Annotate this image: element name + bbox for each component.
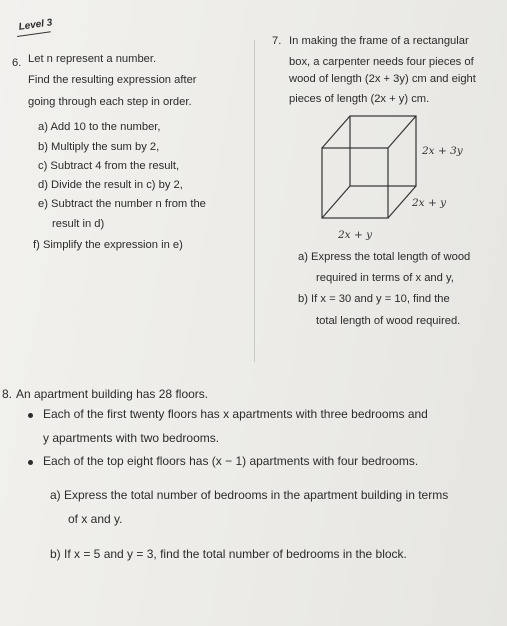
q7-line-2: box, a carpenter needs four pieces of — [289, 56, 474, 68]
q6-step-e: e) Subtract the number n from the — [38, 198, 206, 210]
q8-bullet-1: Each of the first twenty floors has x apartments with three bedrooms and — [43, 407, 428, 421]
q8-part-a: a) Express the total number of bedrooms in the apartment building in terms — [50, 488, 449, 502]
q6-line-2: Find the resulting expression after — [28, 74, 197, 86]
q7-line-3: wood of length (2x + 3y) cm and eight — [289, 73, 476, 85]
bullet-dot — [28, 460, 33, 465]
q6-step-d: d) Divide the result in c) by 2, — [38, 179, 183, 191]
label-width: 2x + y — [338, 229, 373, 241]
q7-number: 7. — [272, 35, 282, 47]
q6-step-e-cont: result in d) — [52, 218, 105, 230]
box-edge — [322, 116, 350, 148]
bullet-dot — [28, 413, 33, 418]
q7-line-1: In making the frame of a rectangular — [289, 35, 469, 47]
q8-bullet-2: Each of the top eight floors has (x − 1) apartments with four bedrooms. — [43, 454, 419, 468]
box-frame-diagram — [300, 108, 480, 250]
q7-part-b-cont: total length of wood required. — [316, 315, 461, 327]
column-divider — [254, 40, 255, 362]
q8-bullet-1-cont: y apartments with two bedrooms. — [43, 431, 220, 445]
q6-number: 6. — [12, 57, 22, 69]
q8-part-b: b) If x = 5 and y = 3, find the total number of bedrooms in the block. — [50, 547, 407, 561]
q8-intro: An apartment building has 28 floors. — [16, 387, 209, 401]
q8-part-a-cont: of x and y. — [68, 512, 123, 526]
q6-line-1: Let n represent a number. — [28, 53, 157, 65]
label-depth: 2x + y — [412, 197, 447, 209]
box-edge — [322, 186, 350, 218]
q6-step-c: c) Subtract 4 from the result, — [38, 160, 180, 172]
label-height: 2x + 3y — [422, 145, 463, 157]
q7-line-4: pieces of length (2x + y) cm. — [289, 93, 430, 105]
q6-step-b: b) Multiply the sum by 2, — [38, 141, 160, 153]
q7-part-a: a) Express the total length of wood — [298, 251, 471, 263]
q6-step-f: f) Simplify the expression in e) — [33, 239, 183, 251]
q6-step-a: a) Add 10 to the number, — [38, 121, 161, 133]
level-label: Level 3 — [18, 17, 54, 33]
q6-line-3: going through each step in order. — [28, 96, 192, 108]
box-edge — [388, 116, 416, 148]
q7-part-a-cont: required in terms of x and y, — [316, 272, 454, 284]
q8-number: 8. — [2, 387, 13, 401]
q7-part-b: b) If x = 30 and y = 10, find the — [298, 293, 450, 305]
